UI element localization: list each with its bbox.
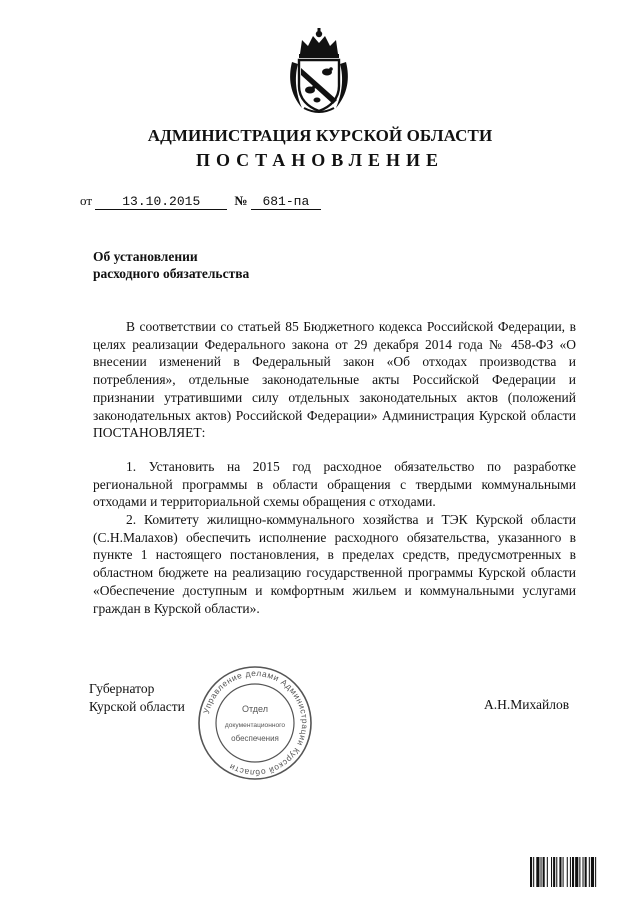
stamp-center-line: обеспечения [231, 734, 279, 743]
subject-line: расходного обязательства [93, 266, 250, 281]
signatory-name: А.Н.Михайлов [484, 697, 570, 712]
body-item-2: 2. Комитету жилищно-коммунального хозяйства и ТЭК Курской области (С.Н.Малахов) обеспечить исполнение расходного обязательства, указанного в пункте 1 настоящего постановления, в пределах средств, предусмотренных в областном бюджете на реализацию государственной программы Курской области «Обеспечение доступным и комфортным жильем и коммунальными услугами граждан в Курской области». [93, 512, 576, 616]
official-stamp [196, 664, 314, 782]
number-prefix: № [234, 193, 248, 208]
barcode-bar [585, 857, 587, 887]
barcode-bar [536, 857, 539, 887]
barcode-bar [530, 857, 532, 887]
signatory-position-line: Губернатор [89, 681, 155, 696]
barcode-bar [543, 857, 545, 887]
barcode-bar [575, 857, 578, 887]
barcode-bar [572, 857, 574, 887]
barcode-bar [533, 857, 534, 887]
barcode-bar [547, 857, 548, 887]
barcode-bar [553, 857, 555, 887]
coat-of-arms-emblem [286, 28, 352, 114]
barcode-bar [563, 857, 564, 887]
body-item-1: 1. Установить на 2015 год расходное обязательство по разработке региональной программы в области обращения с твердыми коммунальными отходами и территориальной схемы обращения с отходами. [93, 458, 576, 510]
barcode-bar [541, 857, 542, 887]
barcode-bar [583, 857, 584, 887]
signatory-position [89, 680, 185, 716]
barcode-bar [595, 857, 596, 887]
subject-line: Об установлении [93, 249, 198, 264]
document-subject [93, 248, 249, 282]
barcode-bar [551, 857, 552, 887]
barcode [530, 857, 618, 887]
barcode-bar [567, 857, 568, 887]
barcode-bar [559, 857, 561, 887]
date-prefix: от [80, 193, 93, 208]
stamp-center-line: Отдел [241, 704, 269, 714]
document-type: ПОСТАНОВЛЕНИЕ [195, 150, 445, 170]
barcode-bar [589, 857, 590, 887]
organization-title: АДМИНИСТРАЦИЯ КУРСКОЙ ОБЛАСТИ [147, 126, 493, 145]
barcode-bar [591, 857, 594, 887]
document-meta [80, 193, 321, 210]
barcode-bar [556, 857, 557, 887]
stamp-ring-text: Управление делами Администрации Курской области [200, 667, 311, 779]
barcode-bar [579, 857, 580, 887]
signatory-position-line: Курской области [89, 699, 185, 714]
body-preamble: В соответствии со статьей 85 Бюджетного кодекса Российской Федерации, в целях реализации Федерального закона от 29 декабря 2014 года № 458-ФЗ «О внесении изменений в Федеральный закон «Об отходах производства и потребления», отдельные законодательные акты Российской Федерации и признании утратившими силу отдельных законодательных актов (положений законодательных актов) Российской Федерации» Администрация Курской области ПОСТАНОВЛЯЕТ: [93, 319, 576, 441]
barcode-bar [570, 857, 571, 887]
document-number: 681-па [251, 195, 321, 210]
stamp-center-line: документационного [224, 722, 286, 729]
document-date: 13.10.2015 [95, 195, 227, 210]
document-body [93, 318, 576, 617]
